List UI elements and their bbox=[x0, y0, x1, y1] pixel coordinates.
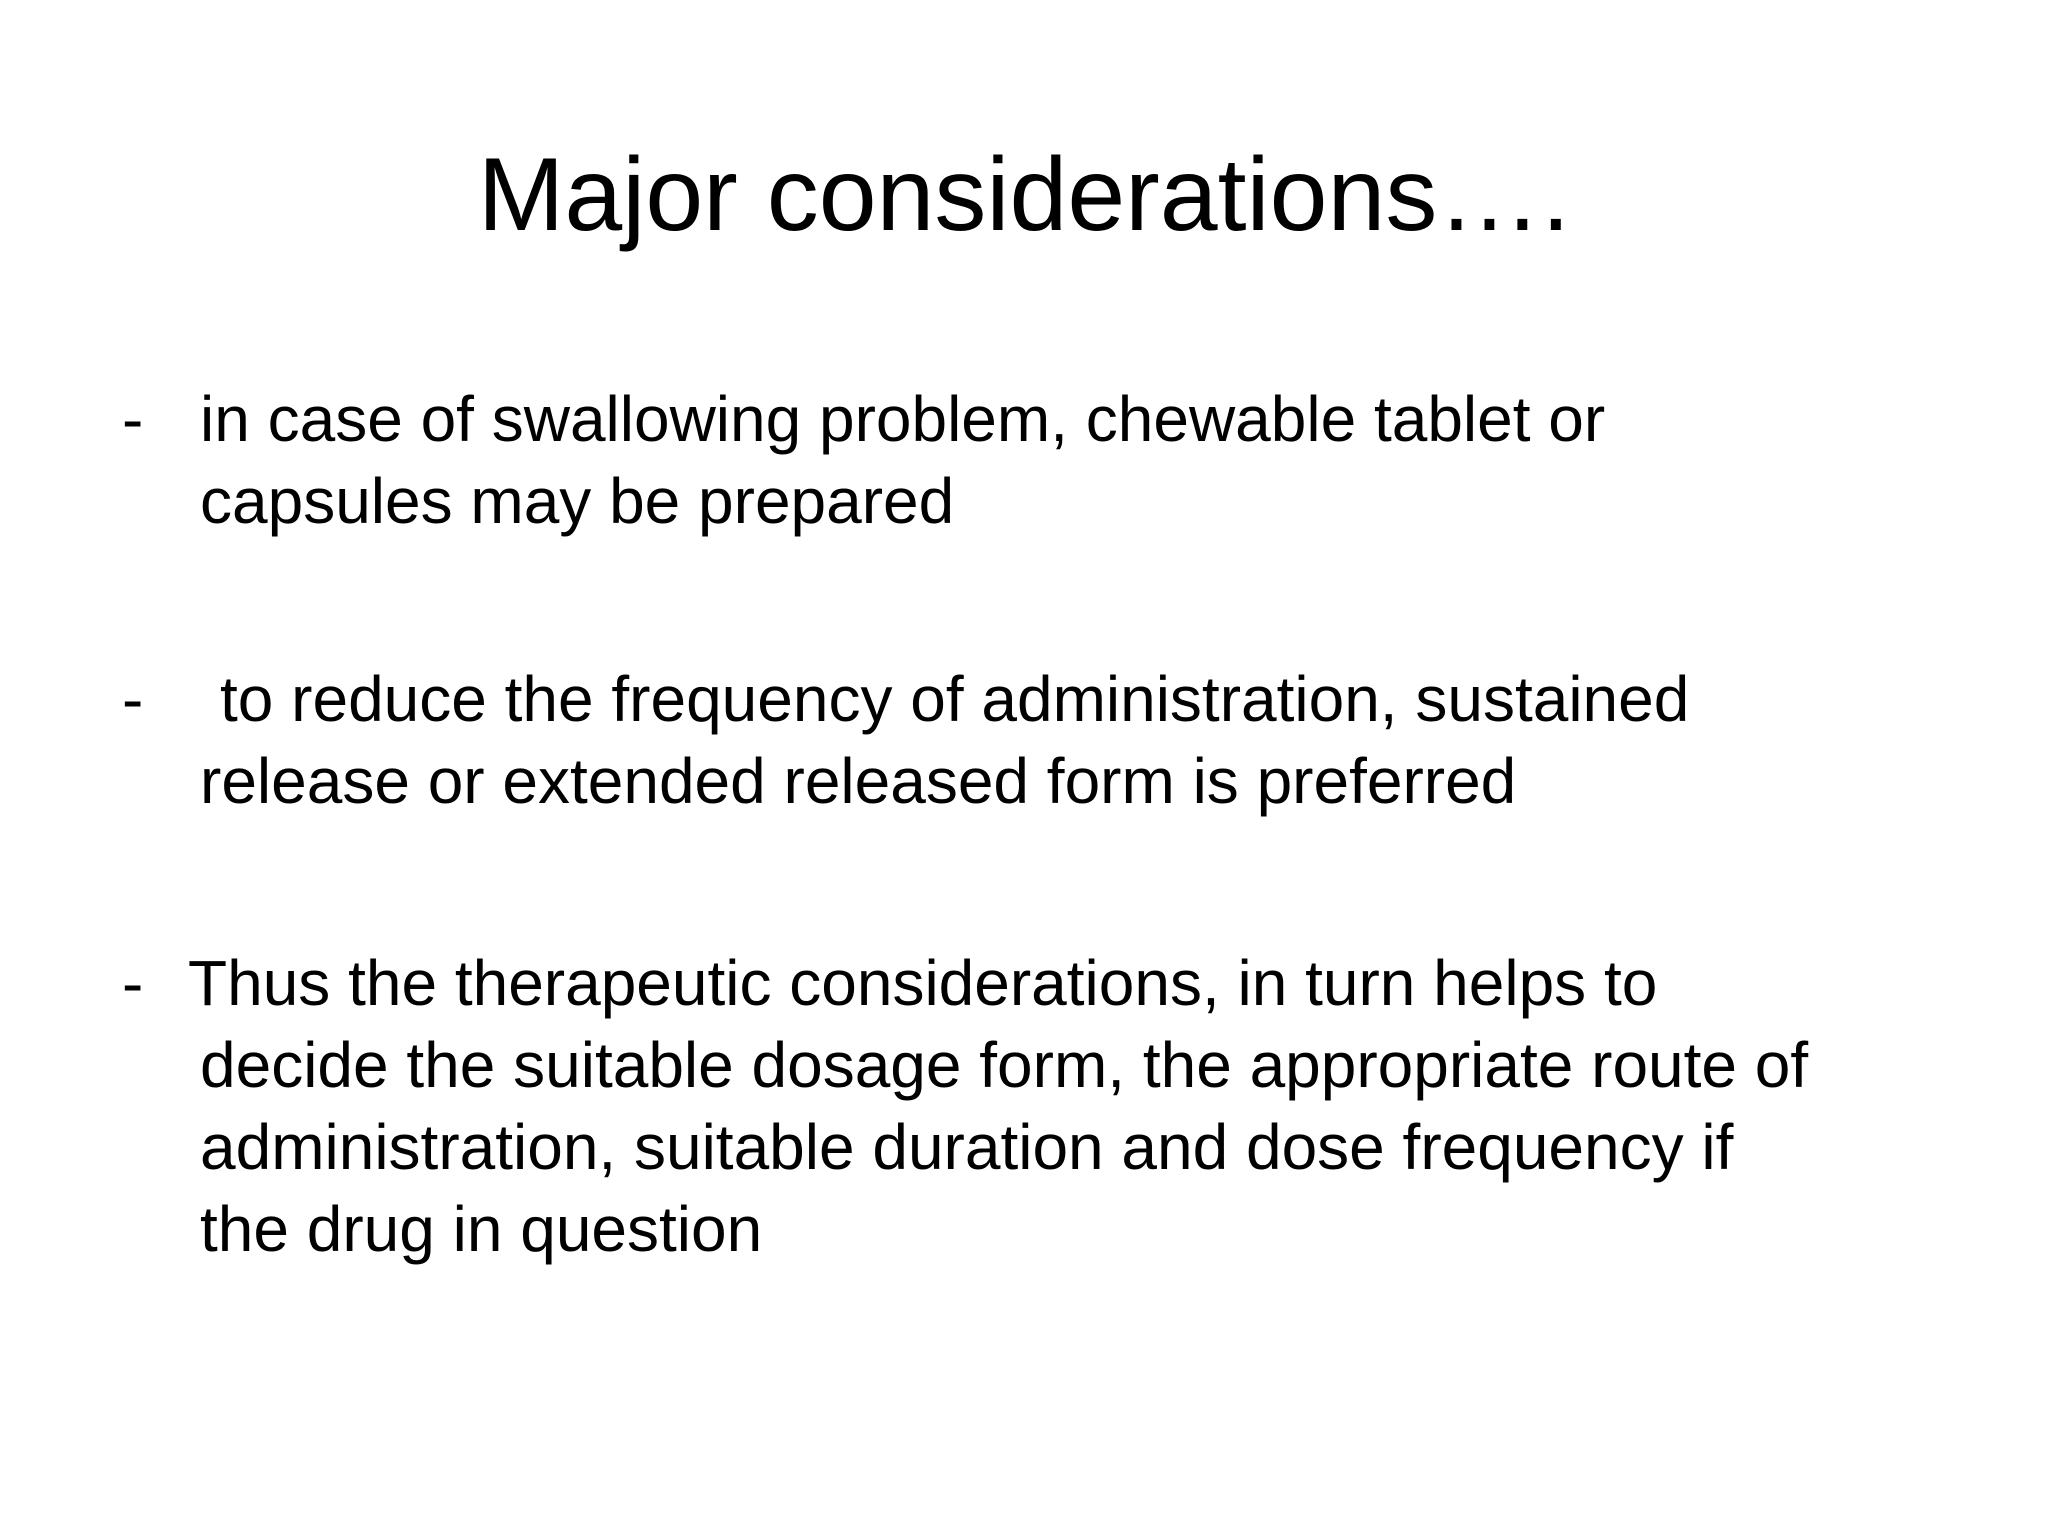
slide-title: Major considerations…. bbox=[477, 137, 1571, 253]
bullet-text: in case of swallowing problem, chewable tablet or capsules may be prepared bbox=[200, 383, 1606, 537]
bullet-marker: - bbox=[122, 947, 144, 1019]
bullet-text: to reduce the frequency of administration, sustained release or extended released form is preferred bbox=[200, 663, 1690, 817]
bullet-marker: - bbox=[122, 663, 144, 735]
bullet-marker: - bbox=[122, 383, 144, 455]
bullet-text: Thus the therapeutic considerations, in turn helps to decide the suitable dosage form, the appropriate route of administration, suitable duration and dose frequency if the drug in question bbox=[188, 947, 1809, 1265]
